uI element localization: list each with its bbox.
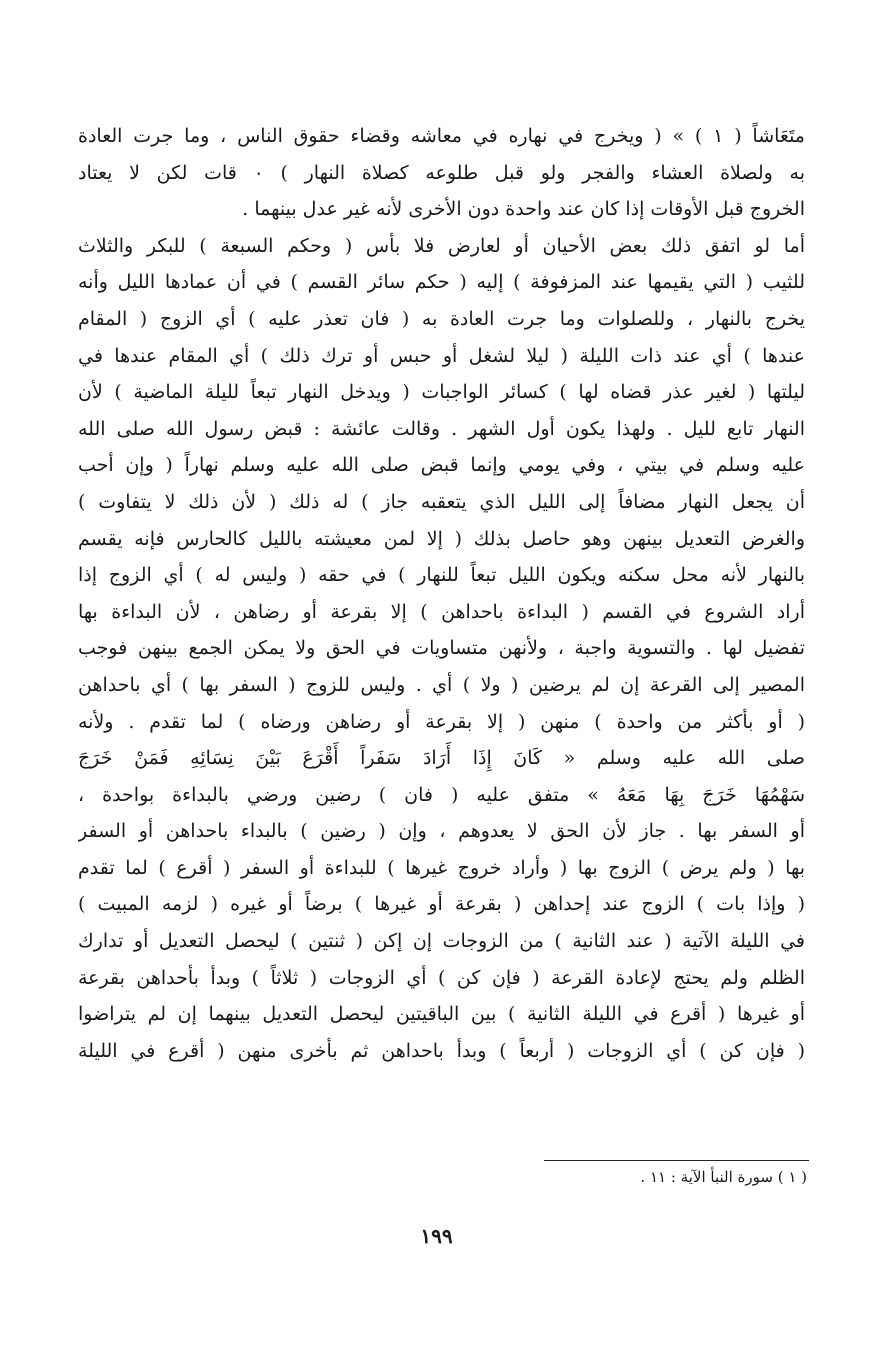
text-line: للثيب ( التي يقيمها عند المزفوفة ) إليه ( حكم سائر القسم ) في أن عمادها الليل وأنه [78, 271, 805, 294]
text-line: يخرج بالنهار ، وللصلوات وما جرت العادة به ( فان تعذر عليه ) أي الزوج ( المقام [78, 307, 805, 330]
text-line: به ولصلاة العشاء والفجر ولو قبل طلوعه كصلاة النهار ) ۰ قات لكن لا يعتاد [78, 161, 805, 184]
text-line: أراد الشروع في القسم ( البداءة باحداهن ) إلا بقرعة أو رضاهن ، لأن البداءة بها [78, 600, 805, 623]
text-line: ( أو بأكثر من واحدة ) منهن ( إلا بقرعة أو رضاهن ورضاه ) لما تقدم . ولأنه [78, 710, 805, 733]
text-line: أما لو اتفق ذلك بعض الأحيان أو لعارض فلا بأس ( وحكم السبعة ) للبكر والثلاث [78, 234, 805, 257]
text-line: ليلتها ( لغير عذر قضاه لها ) كسائر الواجبات ( ويدخل النهار تبعاً لليلة الماضية ) لأن [78, 381, 805, 404]
text-line: والغرض التعديل بينهن وهو حاصل بذلك ( إلا لمن معيشته بالليل كالحارس فإنه يقسم [78, 527, 805, 550]
main-text-block [78, 118, 805, 1069]
text-line: ( وإذا بات ) الزوج عند إحداهن ( بقرعة أو غيرها ) برضاً أو غيره ( لزمه المبيت ) [78, 893, 805, 916]
text-line: في الليلة الآتية ( عند الثانية ) من الزوجات إن إكن ( ثنتين ) ليحصل التعديل أو تدارك [78, 930, 805, 953]
text-line: متَعَاشاً ( ١ ) » ( ويخرج في نهاره في معاشه وقضاء حقوق الناس ، وما جرت العادة [78, 125, 805, 147]
text-line: سَهْمُهَا خَرَجَ بِهَا مَعَهُ » متفق عليه ( فان ) رضين ورضي بالبداءة بواحدة ، [78, 783, 805, 806]
text-line: عليه وسلم في بيتي ، وفي يومي وإنما قبض صلى الله عليه وسلم نهاراً ( وإن أحب [78, 454, 805, 477]
page-number: ١٩٩ [420, 1224, 453, 1248]
text-line: النهار تابع لليل . ولهذا يكون أول الشهر . وقالت عائشة : قبض رسول الله صلى الله [78, 417, 805, 440]
text-line: تفضيل لها . والتسوية واجبة ، ولأنهن متساويات في الحق ولا يمكن الجمع بينهن فوجب [78, 637, 805, 660]
text-line: صلى الله عليه وسلم « كَانَ إِذَا أَرَادَ سَفَراً أَقْرَعَ بَيْنَ نِسَائِهِ فَمَنْ خَرَجَ [78, 747, 805, 770]
text-line: المصير إلى القرعة إن لم يرضين ( ولا ) أي . وليس للزوج ( السفر بها ) أي باحداهن [78, 673, 805, 696]
text-line: أو السفر بها . جاز لأن الحق لا يعدوهم ، وإن ( رضين ) بالبداء باحداهن أو السفر [78, 820, 805, 843]
text-line: عندها ) أي عند ذات الليلة ( ليلا لشغل أو حبس أو ترك ذلك ) أي المقام عندها في [78, 344, 805, 367]
text-line: أو غيرها ( أقرع في الليلة الثانية ) بين الباقيتين ليحصل التعديل بينهما إن لم يتراضوا [78, 1003, 805, 1026]
text-line: الظلم ولم يحتج لإعادة القرعة ( فإن كن ) أي الزوجات ( ثلاثاً ) وبدأ بأحداهن بقرعة [78, 966, 805, 989]
text-line: أن يجعل النهار مضافاً إلى الليل الذي يتعقبه جاز ) له ذلك ( لأن ذلك لا يتفاوت ) [78, 490, 805, 513]
footnote: ( ١ ) سورة النبأ الآية : ١١ . [640, 1168, 807, 1186]
text-line: ( فإن كن ) أي الزوجات ( أربعاً ) وبدأ باحداهن ثم بأخرى منهن ( أقرع في الليلة [78, 1039, 805, 1062]
footnote-divider [544, 1160, 809, 1161]
text-line: بها ( ولم يرض ) الزوج بها ( وأراد خروج غيرها ) للبداءة أو السفر ( أقرع ) لما تقدم [78, 856, 805, 879]
text-line: بالنهار لأنه محل سكنه ويكون الليل تبعاً للنهار ) في حقه ( وليس له ) أي الزوج إذا [78, 564, 805, 587]
text-line: الخروج قبل الأوقات إذا كان عند واحدة دون الأخرى لأنه غير عدل بينهما . [242, 198, 805, 221]
